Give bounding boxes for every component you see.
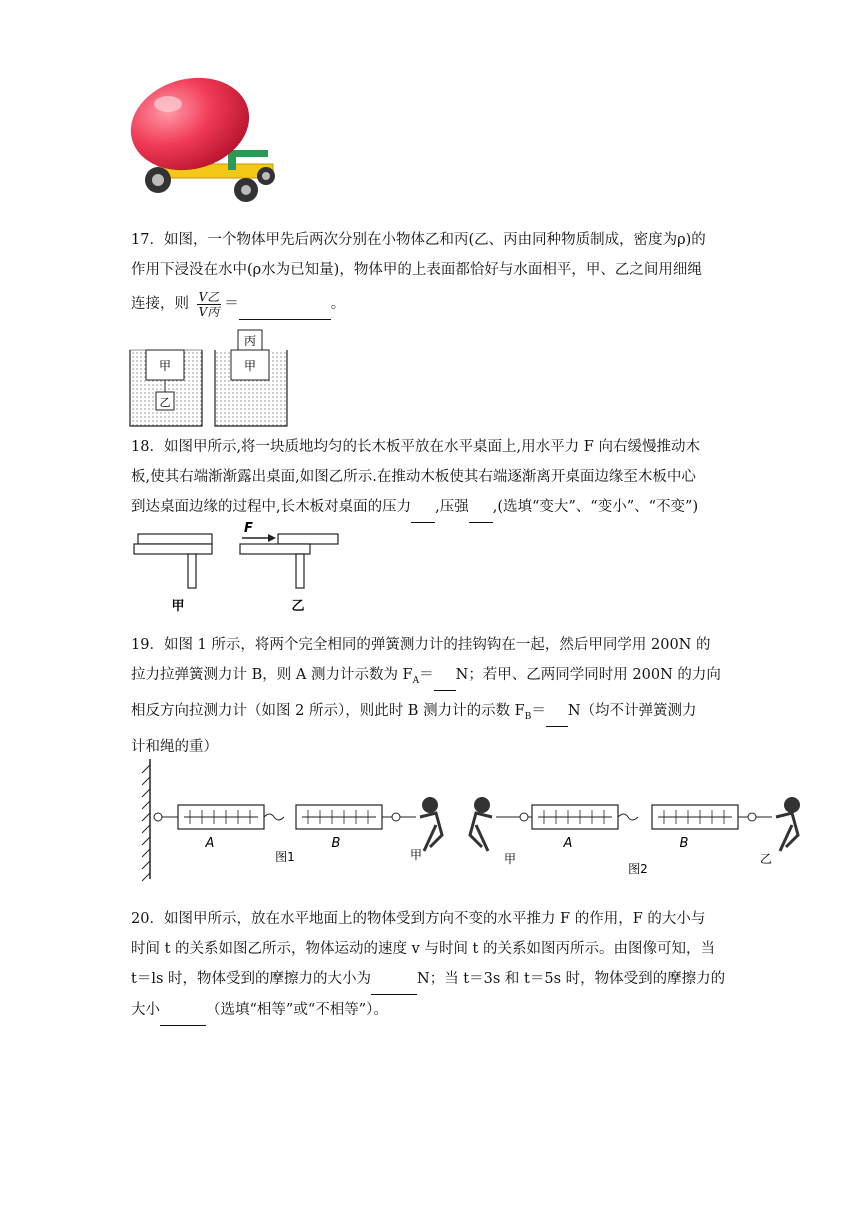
q20-friction-blank[interactable]	[371, 964, 417, 995]
fig1-caption: 图1	[275, 850, 295, 864]
q20-line1: 20．如图甲所示，放在水平地面上的物体受到方向不变的水平推力 F 的作用，F 的大小与	[131, 911, 706, 927]
fig2-meter-b	[652, 805, 738, 829]
q19-line4: 计和绳的重）	[131, 738, 218, 755]
q20-compare-blank[interactable]	[160, 995, 206, 1026]
balloon-car-image	[128, 72, 278, 204]
q19-fa-blank[interactable]	[434, 660, 456, 691]
q18-line3: 到达桌面边缘的过程中,长木板对桌面的压力 ,压强 ,(选填“变大”、“变小”、“不变”)	[131, 492, 731, 523]
q18-line1: 18．如图甲所示,将一块质地均匀的长木板平放在水平桌面上,用水平力 F 向右缓慢推动木	[131, 439, 700, 455]
q17-fig-jia-2: 甲	[243, 359, 257, 373]
q19-figure	[130, 755, 810, 883]
q17-fig-bing: 丙	[243, 334, 257, 348]
q17-fig-jia-1: 甲	[158, 359, 172, 373]
volume-ratio-fraction: $\frac{\text{V乙}}{\text{V丙}}$	[198, 289, 220, 319]
q18-fig-force-label: F	[244, 522, 253, 536]
q17-line3: 连接，则 $\frac{\text{V乙}}{\text{V丙}}$ ＝ 。	[131, 289, 346, 319]
question-19	[131, 630, 731, 762]
q18-fig-jia: 甲	[171, 599, 185, 614]
q18-fig-yi: 乙	[291, 599, 305, 614]
q17-answer-blank[interactable]	[239, 289, 331, 320]
q20-line2: 时间 t 的关系如图乙所示，物体运动的速度 v 与时间 t 的关系如图丙所示。由图像可知，当	[131, 941, 715, 957]
fig2-label-jia: 甲	[503, 852, 517, 866]
fig2-person-yi	[776, 797, 800, 851]
fig1-label-b: B	[331, 836, 341, 851]
q20-line3: t＝ls 时，物体受到的摩擦力的大小为 N；当 t＝3s 和 t＝5s 时，物体受到的摩擦力的	[131, 964, 731, 995]
q17-figure	[128, 328, 293, 428]
fig1-label-a: A	[205, 836, 215, 851]
fig2-label-yi: 乙	[759, 852, 773, 866]
question-18	[131, 432, 731, 523]
q19-fb-blank[interactable]	[546, 696, 568, 727]
q17-line1: 17．如图，一个物体甲先后两次分别在小物体乙和丙(乙、丙由同种物质制成，密度为ρ)的	[131, 232, 706, 248]
question-17	[131, 225, 731, 320]
fig1-label-jia: 甲	[409, 848, 423, 862]
fig1-meter-b	[296, 805, 382, 829]
fig1-meter-a	[178, 805, 264, 829]
fig2-meter-a	[532, 805, 618, 829]
q18-pressure-force-blank[interactable]	[411, 492, 435, 523]
q18-figure	[130, 522, 350, 614]
fig2-caption: 图2	[628, 862, 648, 876]
fig1-person-jia	[420, 797, 442, 851]
q20-line4: 大小 （选填“相等”或“不相等”）。	[131, 995, 731, 1026]
q19-line3: 相反方向拉测力计（如图 2 所示），则此时 B 测力计的示数 $F_B= N$（均不计弹簧测力	[131, 696, 731, 732]
q17-fig-yi: 乙	[159, 396, 171, 409]
fig2-person-jia	[470, 797, 492, 851]
fig2-label-a: A	[563, 836, 573, 851]
q18-pressure-blank[interactable]	[469, 492, 493, 523]
q18-line2: 板,使其右端渐渐露出桌面,如图乙所示.在推动木板使其右端逐渐离开桌面边缘至木板中心	[131, 469, 696, 485]
q19-line1: 19．如图 1 所示，将两个完全相同的弹簧测力计的挂钩钩在一起，然后甲同学用 200N 的	[131, 637, 711, 653]
q17-line2: 作用下浸没在水中(ρ水为已知量)，物体甲的上表面都恰好与水面相平，甲、乙之间用细绳	[131, 262, 702, 278]
q19-line2: 拉力拉弹簧测力计 B，则 A 测力计示数为 $F_A= N$；若甲、乙两同学同时用 200N 的力向	[131, 660, 731, 696]
fig2-label-b: B	[679, 836, 689, 851]
question-20	[131, 904, 731, 1026]
